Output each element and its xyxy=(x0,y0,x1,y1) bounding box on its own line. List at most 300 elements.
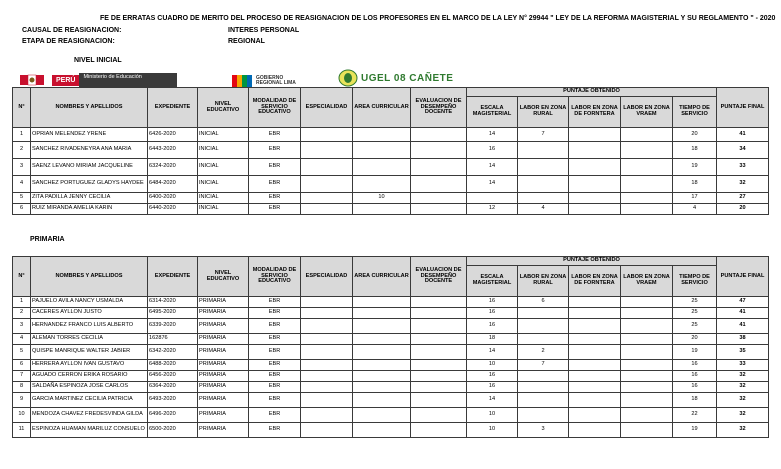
table-row xyxy=(13,159,769,176)
row-nivel: PRIMARIA xyxy=(198,393,249,408)
row-tiempo: 16 xyxy=(673,371,717,382)
row-nivel: INICIAL xyxy=(198,142,249,159)
row-final: 32 xyxy=(717,423,769,438)
row-modalidad: EBR xyxy=(249,159,301,176)
etapa-label: ETAPA DE REASIGNACION: xyxy=(22,38,115,45)
row-area xyxy=(353,128,411,142)
row-rural xyxy=(518,176,569,193)
row-frontera xyxy=(569,204,621,215)
row-nivel: INICIAL xyxy=(198,176,249,193)
row-especialidad xyxy=(301,297,353,308)
row-number: 1 xyxy=(13,128,31,142)
row-nivel: PRIMARIA xyxy=(198,334,249,345)
row-number: 5 xyxy=(13,193,31,204)
col-puntaje-group: PUNTAJE OBTENIDO xyxy=(467,257,717,266)
row-frontera xyxy=(569,382,621,393)
row-area xyxy=(353,371,411,382)
row-vraem xyxy=(621,371,673,382)
col-puntaje-group: PUNTAJE OBTENIDO xyxy=(467,88,717,97)
row-escala: 18 xyxy=(467,334,518,345)
row-evaluacion xyxy=(411,308,467,319)
row-rural: 7 xyxy=(518,360,569,371)
document-title: FE DE ERRATAS CUADRO DE MERITO DEL PROCESO DE REASIGNACION DE LOS PROFESORES EN EL MARCO DE LA LEY N° 29944 " LEY DE LA REFORMA MAGISTERIAL Y SU REGLAMENTO " - 2020 xyxy=(100,15,776,22)
row-frontera xyxy=(569,334,621,345)
row-number: 10 xyxy=(13,408,31,423)
row-modalidad: EBR xyxy=(249,393,301,408)
row-nivel: PRIMARIA xyxy=(198,382,249,393)
row-especialidad xyxy=(301,308,353,319)
row-name: OPRIAN MELENDEZ YRENE xyxy=(31,128,148,142)
col-nivel: NIVEL EDUCATIVO xyxy=(198,88,249,128)
col-modalidad: MODALIDAD DE SERVICIO EDUCATIVO xyxy=(249,88,301,128)
etapa-value: REGIONAL xyxy=(228,38,265,45)
row-escala: 10 xyxy=(467,408,518,423)
row-rural: 2 xyxy=(518,345,569,360)
row-final: 32 xyxy=(717,176,769,193)
row-rural xyxy=(518,308,569,319)
row-nivel: PRIMARIA xyxy=(198,360,249,371)
row-vraem xyxy=(621,159,673,176)
row-frontera xyxy=(569,423,621,438)
row-expediente: 6496-2020 xyxy=(148,408,198,423)
col-nivel: NIVEL EDUCATIVO xyxy=(198,257,249,297)
row-evaluacion xyxy=(411,360,467,371)
row-especialidad xyxy=(301,142,353,159)
row-escala: 16 xyxy=(467,371,518,382)
row-final: 41 xyxy=(717,128,769,142)
row-number: 2 xyxy=(13,308,31,319)
row-frontera xyxy=(569,176,621,193)
table-row xyxy=(13,371,769,382)
row-tiempo: 18 xyxy=(673,142,717,159)
row-especialidad xyxy=(301,360,353,371)
row-number: 7 xyxy=(13,371,31,382)
row-frontera xyxy=(569,393,621,408)
row-nivel: PRIMARIA xyxy=(198,371,249,382)
row-final: 34 xyxy=(717,142,769,159)
row-escala: 14 xyxy=(467,345,518,360)
row-expediente: 6339-2020 xyxy=(148,319,198,334)
row-vraem xyxy=(621,297,673,308)
row-frontera xyxy=(569,360,621,371)
table-row xyxy=(13,393,769,408)
row-vraem xyxy=(621,382,673,393)
row-especialidad xyxy=(301,204,353,215)
table-row xyxy=(13,204,769,215)
col-tiempo: TIEMPO DE SERVICIO xyxy=(673,266,717,297)
row-tiempo: 16 xyxy=(673,382,717,393)
col-n: N° xyxy=(13,257,31,297)
row-final: 47 xyxy=(717,297,769,308)
row-escala: 10 xyxy=(467,360,518,371)
row-tiempo: 4 xyxy=(673,204,717,215)
row-expediente: 6324-2020 xyxy=(148,159,198,176)
row-frontera xyxy=(569,128,621,142)
row-name: ESPINOZA HUAMAN MARILUZ CONSUELO xyxy=(31,423,148,438)
row-name: SALDAÑA ESPINOZA JOSE CARLOS xyxy=(31,382,148,393)
col-nombres: NOMBRES Y APELLIDOS xyxy=(31,88,148,128)
row-modalidad: EBR xyxy=(249,382,301,393)
row-modalidad: EBR xyxy=(249,334,301,345)
row-expediente: 162876 xyxy=(148,334,198,345)
row-number: 6 xyxy=(13,204,31,215)
row-frontera xyxy=(569,319,621,334)
row-vraem xyxy=(621,360,673,371)
col-n: N° xyxy=(13,88,31,128)
row-area xyxy=(353,345,411,360)
inicial-table xyxy=(12,87,769,215)
row-final: 41 xyxy=(717,308,769,319)
row-area xyxy=(353,334,411,345)
table-row xyxy=(13,345,769,360)
row-area xyxy=(353,297,411,308)
row-name: ALEMAN TORRES CECILIA xyxy=(31,334,148,345)
row-nivel: PRIMARIA xyxy=(198,408,249,423)
table-row xyxy=(13,193,769,204)
col-frontera: LABOR EN ZONA DE FORNTERA xyxy=(569,97,621,128)
row-number: 8 xyxy=(13,382,31,393)
row-nivel: PRIMARIA xyxy=(198,345,249,360)
row-evaluacion xyxy=(411,159,467,176)
row-final: 20 xyxy=(717,204,769,215)
row-rural xyxy=(518,193,569,204)
row-modalidad: EBR xyxy=(249,128,301,142)
primaria-table xyxy=(12,256,769,438)
row-evaluacion xyxy=(411,297,467,308)
table-row xyxy=(13,319,769,334)
gobierno-regional-logo xyxy=(232,74,312,88)
row-area xyxy=(353,319,411,334)
col-escala: ESCALA MAGISTERIAL xyxy=(467,97,518,128)
col-rural: LABOR EN ZONA RURAL xyxy=(518,266,569,297)
row-especialidad xyxy=(301,423,353,438)
col-especialidad: ESPECIALIDAD xyxy=(301,257,353,297)
row-area xyxy=(353,408,411,423)
row-frontera xyxy=(569,308,621,319)
row-area xyxy=(353,176,411,193)
row-frontera xyxy=(569,142,621,159)
row-escala: 16 xyxy=(467,297,518,308)
row-frontera xyxy=(569,408,621,423)
row-modalidad: EBR xyxy=(249,371,301,382)
col-nombres: NOMBRES Y APELLIDOS xyxy=(31,257,148,297)
table-row xyxy=(13,128,769,142)
row-frontera xyxy=(569,371,621,382)
row-final: 32 xyxy=(717,371,769,382)
row-rural xyxy=(518,371,569,382)
row-name: SANCHEZ PORTUGUEZ GLADYS HAYDEE xyxy=(31,176,148,193)
row-area: 10 xyxy=(353,193,411,204)
row-tiempo: 20 xyxy=(673,334,717,345)
row-escala: 14 xyxy=(467,176,518,193)
table-row xyxy=(13,334,769,345)
row-rural xyxy=(518,319,569,334)
row-evaluacion xyxy=(411,423,467,438)
row-nivel: PRIMARIA xyxy=(198,423,249,438)
table-row xyxy=(13,423,769,438)
row-vraem xyxy=(621,142,673,159)
col-tiempo: TIEMPO DE SERVICIO xyxy=(673,97,717,128)
row-evaluacion xyxy=(411,408,467,423)
row-escala: 10 xyxy=(467,423,518,438)
row-vraem xyxy=(621,319,673,334)
row-especialidad xyxy=(301,159,353,176)
row-vraem xyxy=(621,408,673,423)
row-vraem xyxy=(621,423,673,438)
row-tiempo: 25 xyxy=(673,297,717,308)
row-especialidad xyxy=(301,334,353,345)
col-final: PUNTAJE FINAL xyxy=(717,257,769,297)
row-area xyxy=(353,382,411,393)
table-row xyxy=(13,360,769,371)
row-especialidad xyxy=(301,371,353,382)
row-escala: 16 xyxy=(467,319,518,334)
col-area: AREA CURRICULAR xyxy=(353,257,411,297)
row-final: 38 xyxy=(717,334,769,345)
row-vraem xyxy=(621,204,673,215)
row-vraem xyxy=(621,128,673,142)
col-expediente: EXPEDIENTE xyxy=(148,88,198,128)
row-rural xyxy=(518,382,569,393)
row-expediente: 6493-2020 xyxy=(148,393,198,408)
row-expediente: 6364-2020 xyxy=(148,382,198,393)
row-tiempo: 22 xyxy=(673,408,717,423)
row-especialidad xyxy=(301,382,353,393)
table-row xyxy=(13,142,769,159)
row-evaluacion xyxy=(411,345,467,360)
row-name: PAJUELO AVILA NANCY USMALDA xyxy=(31,297,148,308)
row-modalidad: EBR xyxy=(249,193,301,204)
row-evaluacion xyxy=(411,142,467,159)
col-rural: LABOR EN ZONA RURAL xyxy=(518,97,569,128)
row-modalidad: EBR xyxy=(249,308,301,319)
row-number: 4 xyxy=(13,176,31,193)
gob-label: GOBIERNO REGIONAL LIMA xyxy=(256,75,296,86)
row-nivel: INICIAL xyxy=(198,128,249,142)
row-nivel: INICIAL xyxy=(198,204,249,215)
row-final: 33 xyxy=(717,159,769,176)
row-name: GARCIA MARTINEZ CECILIA PATRICIA xyxy=(31,393,148,408)
col-vraem: LABOR EN ZONA VRAEM xyxy=(621,97,673,128)
table-row xyxy=(13,408,769,423)
row-escala xyxy=(467,193,518,204)
row-number: 2 xyxy=(13,142,31,159)
ugel-label: UGEL 08 CAÑETE xyxy=(361,72,454,84)
row-number: 11 xyxy=(13,423,31,438)
row-name: CACERES AYLLON JUSTO xyxy=(31,308,148,319)
row-name: AGUADO CERRON ERIKA ROSARIO xyxy=(31,371,148,382)
col-especialidad: ESPECIALIDAD xyxy=(301,88,353,128)
row-expediente: 6495-2020 xyxy=(148,308,198,319)
row-expediente: 6314-2020 xyxy=(148,297,198,308)
row-name: RUIZ MIRANDA AMELIA KARIN xyxy=(31,204,148,215)
peru-coat-of-arms-logo xyxy=(20,73,50,87)
row-frontera xyxy=(569,345,621,360)
row-number: 3 xyxy=(13,159,31,176)
row-name: ZITA PADILLA JENNY CECILIA xyxy=(31,193,148,204)
row-tiempo: 17 xyxy=(673,193,717,204)
col-evaluacion: EVALUACION DE DESEMPEÑO DOCENTE xyxy=(411,88,467,128)
row-expediente: 6443-2020 xyxy=(148,142,198,159)
row-evaluacion xyxy=(411,393,467,408)
row-tiempo: 16 xyxy=(673,360,717,371)
col-area: AREA CURRICULAR xyxy=(353,88,411,128)
row-especialidad xyxy=(301,393,353,408)
row-especialidad xyxy=(301,408,353,423)
row-nivel: PRIMARIA xyxy=(198,319,249,334)
row-modalidad: EBR xyxy=(249,204,301,215)
row-vraem xyxy=(621,334,673,345)
row-especialidad xyxy=(301,345,353,360)
row-rural xyxy=(518,393,569,408)
col-expediente: EXPEDIENTE xyxy=(148,257,198,297)
row-rural: 7 xyxy=(518,128,569,142)
row-escala: 16 xyxy=(467,142,518,159)
row-name: HERNANDEZ FRANCO LUIS ALBERTO xyxy=(31,319,148,334)
row-number: 3 xyxy=(13,319,31,334)
row-evaluacion xyxy=(411,334,467,345)
row-frontera xyxy=(569,193,621,204)
row-modalidad: EBR xyxy=(249,345,301,360)
col-escala: ESCALA MAGISTERIAL xyxy=(467,266,518,297)
table-row xyxy=(13,176,769,193)
row-tiempo: 19 xyxy=(673,159,717,176)
row-tiempo: 18 xyxy=(673,176,717,193)
col-modalidad: MODALIDAD DE SERVICIO EDUCATIVO xyxy=(249,257,301,297)
peru-label: PERÚ xyxy=(52,75,79,86)
row-name: SANCHEZ RIVADENEYRA ANA MARIA xyxy=(31,142,148,159)
row-expediente: 6488-2020 xyxy=(148,360,198,371)
row-evaluacion xyxy=(411,128,467,142)
row-number: 1 xyxy=(13,297,31,308)
row-modalidad: EBR xyxy=(249,408,301,423)
section-title-inicial: NIVEL INICIAL xyxy=(74,57,122,64)
ministerio-label: Ministerio de Educación xyxy=(79,73,177,87)
row-vraem xyxy=(621,393,673,408)
row-escala: 14 xyxy=(467,159,518,176)
row-expediente: 6400-2020 xyxy=(148,193,198,204)
row-expediente: 6484-2020 xyxy=(148,176,198,193)
row-vraem xyxy=(621,308,673,319)
row-frontera xyxy=(569,297,621,308)
row-especialidad xyxy=(301,176,353,193)
row-area xyxy=(353,393,411,408)
row-area xyxy=(353,204,411,215)
row-escala: 16 xyxy=(467,308,518,319)
row-expediente: 6456-2020 xyxy=(148,371,198,382)
row-rural xyxy=(518,334,569,345)
row-especialidad xyxy=(301,193,353,204)
row-area xyxy=(353,142,411,159)
row-name: HERRERA AYLLON IVAN GUSTAVO xyxy=(31,360,148,371)
table-row xyxy=(13,297,769,308)
row-expediente: 6500-2020 xyxy=(148,423,198,438)
row-modalidad: EBR xyxy=(249,142,301,159)
row-area xyxy=(353,360,411,371)
row-evaluacion xyxy=(411,371,467,382)
row-frontera xyxy=(569,159,621,176)
row-final: 27 xyxy=(717,193,769,204)
row-nivel: INICIAL xyxy=(198,193,249,204)
row-escala: 14 xyxy=(467,128,518,142)
row-modalidad: EBR xyxy=(249,297,301,308)
row-area xyxy=(353,159,411,176)
row-modalidad: EBR xyxy=(249,360,301,371)
row-evaluacion xyxy=(411,176,467,193)
row-final: 33 xyxy=(717,360,769,371)
row-final: 32 xyxy=(717,382,769,393)
row-rural xyxy=(518,159,569,176)
causal-label: CAUSAL DE REASIGNACION: xyxy=(22,27,122,34)
table-row xyxy=(13,308,769,319)
row-final: 41 xyxy=(717,319,769,334)
row-expediente: 6426-2020 xyxy=(148,128,198,142)
row-rural xyxy=(518,408,569,423)
row-tiempo: 25 xyxy=(673,319,717,334)
causal-value: INTERES PERSONAL xyxy=(228,27,300,34)
row-expediente: 6440-2020 xyxy=(148,204,198,215)
section-title-primaria: PRIMARIA xyxy=(30,236,65,243)
row-rural: 3 xyxy=(518,423,569,438)
row-especialidad xyxy=(301,319,353,334)
row-final: 32 xyxy=(717,393,769,408)
ministerio-logo xyxy=(52,73,212,87)
col-evaluacion: EVALUACION DE DESEMPEÑO DOCENTE xyxy=(411,257,467,297)
row-nivel: PRIMARIA xyxy=(198,297,249,308)
row-evaluacion xyxy=(411,204,467,215)
row-number: 5 xyxy=(13,345,31,360)
row-evaluacion xyxy=(411,193,467,204)
col-vraem: LABOR EN ZONA VRAEM xyxy=(621,266,673,297)
row-escala: 14 xyxy=(467,393,518,408)
row-tiempo: 19 xyxy=(673,345,717,360)
row-modalidad: EBR xyxy=(249,319,301,334)
row-final: 32 xyxy=(717,408,769,423)
row-tiempo: 19 xyxy=(673,423,717,438)
row-nivel: INICIAL xyxy=(198,159,249,176)
row-modalidad: EBR xyxy=(249,176,301,193)
row-vraem xyxy=(621,176,673,193)
row-name: QUISPE MANRIQUE WALTER JABIER xyxy=(31,345,148,360)
row-evaluacion xyxy=(411,382,467,393)
row-number: 6 xyxy=(13,360,31,371)
row-rural xyxy=(518,142,569,159)
row-final: 35 xyxy=(717,345,769,360)
row-tiempo: 20 xyxy=(673,128,717,142)
row-name: SAENZ LEVANO MIRIAM JACQUELINE xyxy=(31,159,148,176)
row-modalidad: EBR xyxy=(249,423,301,438)
row-expediente: 6342-2020 xyxy=(148,345,198,360)
row-escala: 16 xyxy=(467,382,518,393)
row-especialidad xyxy=(301,128,353,142)
row-escala: 12 xyxy=(467,204,518,215)
row-rural: 6 xyxy=(518,297,569,308)
row-tiempo: 18 xyxy=(673,393,717,408)
row-rural: 4 xyxy=(518,204,569,215)
row-evaluacion xyxy=(411,319,467,334)
row-number: 9 xyxy=(13,393,31,408)
row-area xyxy=(353,423,411,438)
ugel-logo xyxy=(338,71,488,85)
col-final: PUNTAJE FINAL xyxy=(717,88,769,128)
row-tiempo: 25 xyxy=(673,308,717,319)
row-nivel: PRIMARIA xyxy=(198,308,249,319)
row-area xyxy=(353,308,411,319)
row-vraem xyxy=(621,193,673,204)
table-row xyxy=(13,382,769,393)
row-number: 4 xyxy=(13,334,31,345)
row-vraem xyxy=(621,345,673,360)
